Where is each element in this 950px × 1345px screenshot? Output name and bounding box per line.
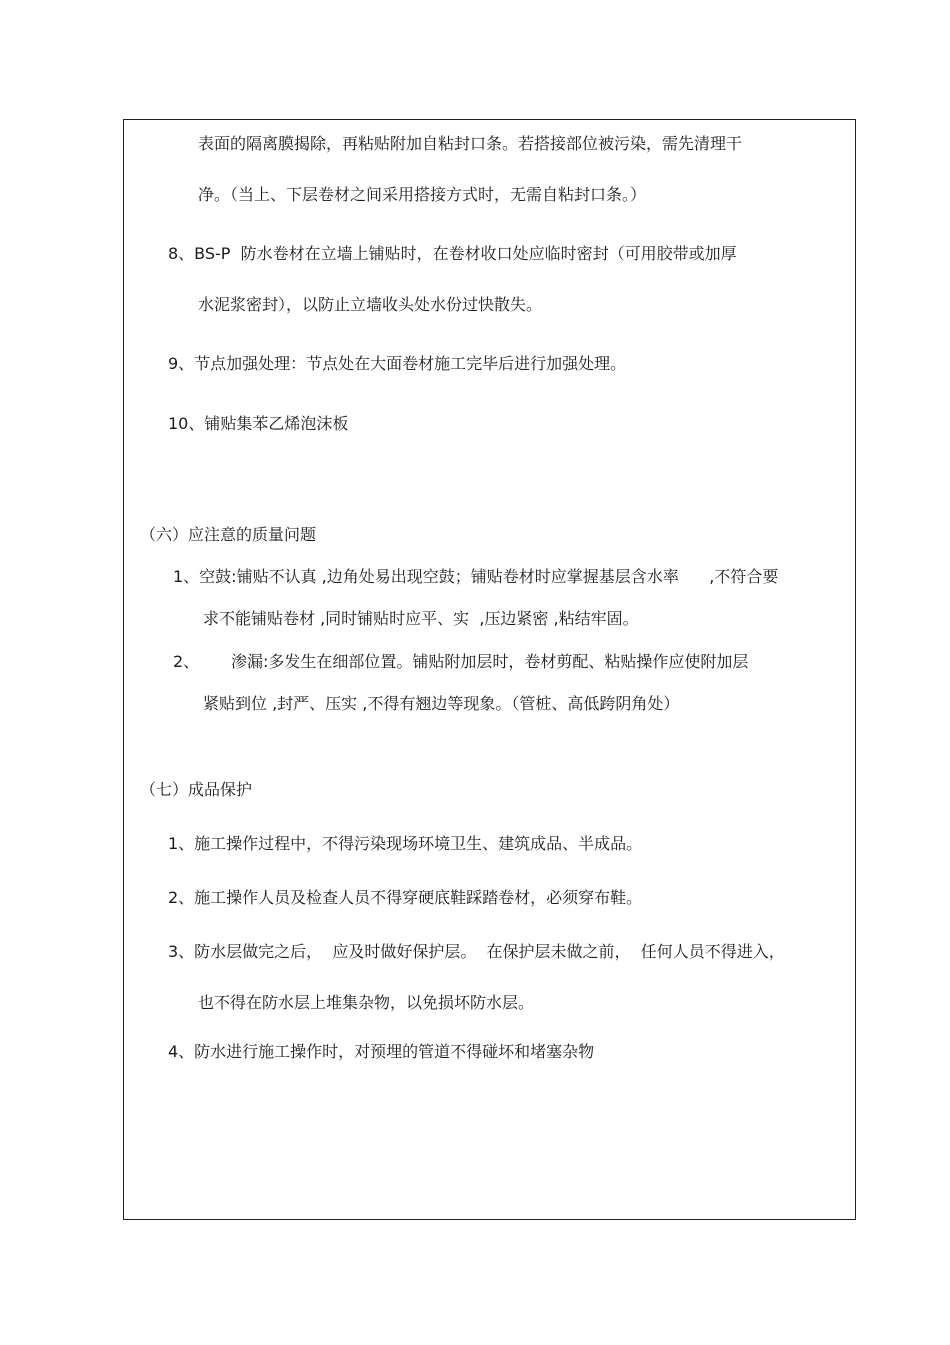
protection-item-2: 2、施工操作人员及检查人员不得穿硬底鞋踩踏卷材，必须穿布鞋。 <box>168 888 643 907</box>
quality-item-1: 1、空鼓:铺贴不认真 ,边角处易出现空鼓；铺贴卷材时应掌握基层含水率 ,不符合要 <box>173 567 779 586</box>
list-item-9: 9、节点加强处理：节点处在大面卷材施工完毕后进行加强处理。 <box>168 354 627 373</box>
protection-item-1: 1、施工操作过程中，不得污染现场环境卫生、建筑成品、半成品。 <box>168 834 643 853</box>
paragraph-line: 净。（当上、下层卷材之间采用搭接方式时，无需自粘封口条。） <box>198 185 647 204</box>
list-item-8-cont: 水泥浆密封），以防止立墙收头处水份过快散失。 <box>198 295 543 314</box>
quality-item-2-number: 2、 <box>173 652 200 671</box>
list-item-10: 10、铺贴集苯乙烯泡沫板 <box>168 414 349 433</box>
quality-item-2: 渗漏:多发生在细部位置。铺贴附加层时，卷材剪配、粘贴操作应使附加层 <box>231 652 749 671</box>
quality-item-1-cont: 求不能铺贴卷材 ,同时铺贴时应平、实 ,压边紧密 ,粘结牢固。 <box>203 609 639 628</box>
list-item-8: 8、BS-P 防水卷材在立墙上铺贴时，在卷材收口处应临时密封（可用胶带或加厚 <box>168 244 737 263</box>
protection-item-3-cont: 也不得在防水层上堆集杂物，以免损坏防水层。 <box>198 993 535 1012</box>
section-heading-7: （七）成品保护 <box>140 780 253 799</box>
protection-item-3: 3、防水层做完之后， 应及时做好保护层。 在保护层未做之前， 任何人员不得进入， <box>168 942 785 961</box>
section-heading-6: （六）应注意的质量问题 <box>140 525 317 544</box>
quality-item-2-cont: 紧贴到位 ,封严、压实 ,不得有翘边等现象。（管桩、高低跨阴角处） <box>203 694 680 713</box>
protection-item-4: 4、防水进行施工操作时，对预埋的管道不得碰坏和堵塞杂物 <box>168 1042 595 1061</box>
paragraph-line: 表面的隔离膜揭除，再粘贴附加自粘封口条。若搭接部位被污染，需先清理干 <box>198 134 743 153</box>
